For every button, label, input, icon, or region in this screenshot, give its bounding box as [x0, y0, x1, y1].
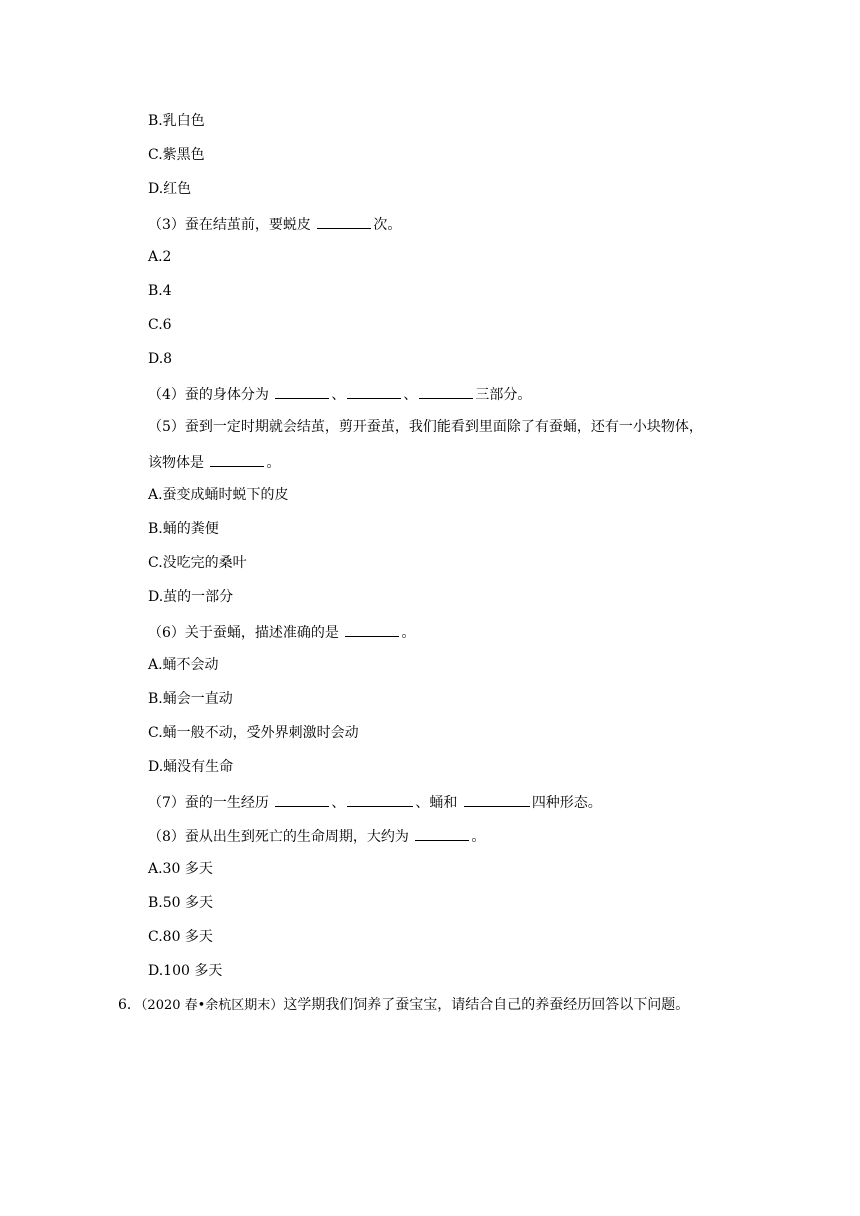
sub-question-3-suffix: 次。 — [373, 217, 402, 233]
question-number: 6． — [118, 997, 141, 1013]
sub-question-5-suffix: 。 — [266, 455, 281, 471]
separator: 、 — [331, 387, 346, 403]
question-text: 这学期我们饲养了蚕宝宝，请结合自己的养蚕经历回答以下问题。 — [283, 997, 690, 1013]
sub-question-3-text: （3）蚕在结茧前，要蜕皮 — [148, 217, 316, 233]
option-c-uneaten-leaf: C.没吃完的桑叶 — [148, 555, 247, 571]
answer-blank — [210, 452, 264, 467]
answer-blank — [415, 826, 469, 841]
option-c-pupa-stimulus: C.蛹一般不动，受外界刺激时会动 — [148, 725, 359, 741]
sub-question-8-suffix: 。 — [471, 829, 486, 845]
separator: 、 — [331, 795, 346, 811]
question-6 — [118, 996, 689, 1015]
sub-question-7-middle: 、蛹和 — [415, 795, 462, 811]
option-c-6: C.6 — [148, 317, 172, 333]
option-b-50-days: B.50 多天 — [148, 895, 214, 911]
sub-question-5-line-2 — [148, 452, 280, 472]
option-c-80-days: C.80 多天 — [148, 929, 213, 945]
option-a-2: A.2 — [148, 249, 172, 265]
answer-blank — [275, 384, 329, 399]
answer-blank — [317, 214, 371, 229]
sub-question-7-text: （7）蚕的一生经历 — [148, 795, 274, 811]
option-d-cocoon-part: D.茧的一部分 — [148, 589, 234, 605]
sub-question-4-text: （4）蚕的身体分为 — [148, 387, 274, 403]
sub-question-8-text: （8）蚕从出生到死亡的生命周期，大约为 — [148, 829, 414, 845]
sub-question-5-text: 该物体是 — [148, 455, 209, 471]
answer-blank — [275, 792, 329, 807]
question-source: （2020 春•余杭区期末） — [140, 998, 284, 1013]
option-b-milky-white: B.乳白色 — [148, 113, 205, 129]
answer-blank — [345, 622, 399, 637]
sub-question-3 — [148, 214, 401, 234]
sub-question-5-line-1: （5）蚕到一定时期就会结茧，剪开蚕茧，我们能看到里面除了有蚕蛹，还有一小块物体， — [148, 419, 703, 435]
answer-blank — [419, 384, 473, 399]
option-d-8: D.8 — [148, 351, 173, 367]
answer-blank — [347, 384, 401, 399]
sub-question-7-suffix: 四种形态。 — [531, 795, 602, 811]
sub-question-4 — [148, 384, 531, 404]
option-d-pupa-no-life: D.蛹没有生命 — [148, 759, 234, 775]
sub-question-4-suffix: 三部分。 — [475, 387, 532, 403]
answer-blank — [347, 792, 413, 807]
option-c-purple-black: C.紫黑色 — [148, 147, 205, 163]
option-b-4: B.4 — [148, 283, 172, 299]
sub-question-8 — [148, 826, 485, 846]
sub-question-6-suffix: 。 — [401, 625, 416, 641]
option-a-30-days: A.30 多天 — [148, 861, 213, 877]
option-b-pupa-moves: B.蛹会一直动 — [148, 691, 233, 707]
option-d-100-days: D.100 多天 — [148, 963, 223, 979]
sub-question-6-text: （6）关于蚕蛹，描述准确的是 — [148, 625, 344, 641]
answer-blank — [464, 792, 530, 807]
option-a-molted-skin: A.蚕变成蛹时蜕下的皮 — [148, 487, 289, 503]
sub-question-7 — [148, 792, 602, 812]
option-a-pupa-still: A.蛹不会动 — [148, 657, 219, 673]
option-d-red: D.红色 — [148, 181, 192, 197]
sub-question-6 — [148, 622, 415, 642]
option-b-pupa-feces: B.蛹的粪便 — [148, 521, 219, 537]
separator: 、 — [403, 387, 418, 403]
